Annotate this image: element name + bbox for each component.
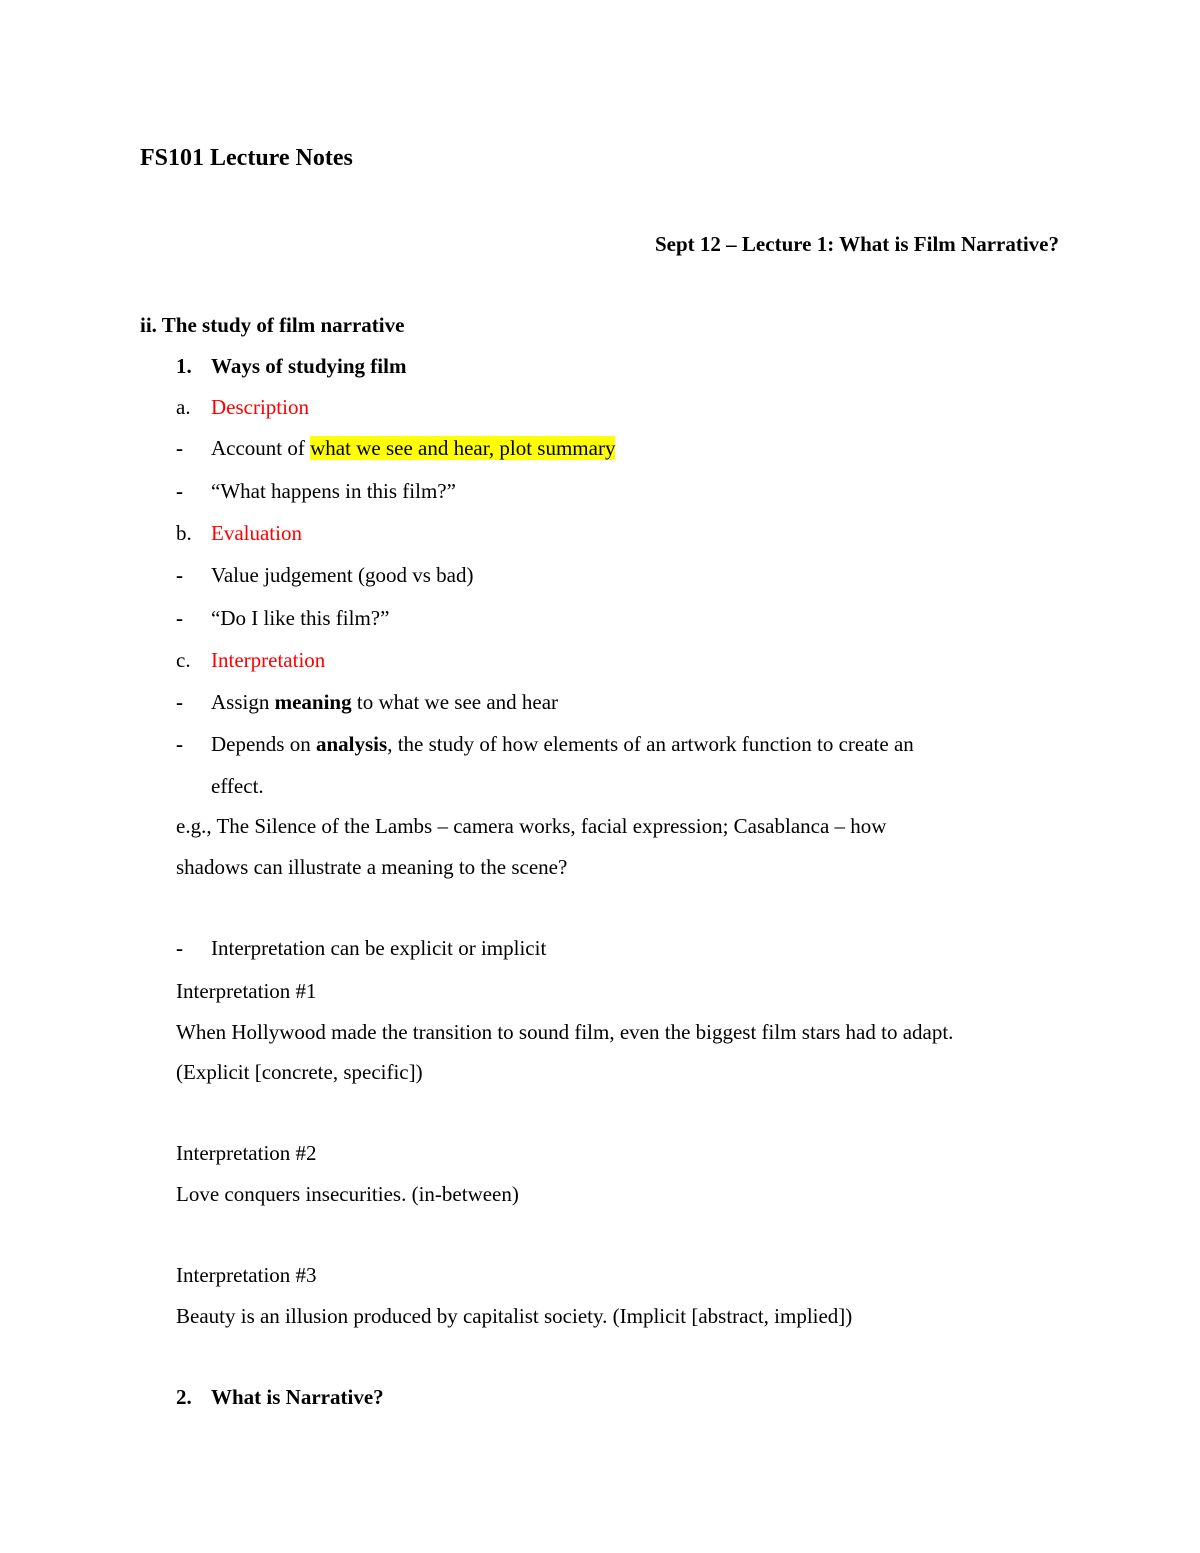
description-point-1-text: Account of (211, 436, 311, 460)
interpretation-1-label: Interpretation #1 (176, 979, 317, 1003)
interpretation-marker: c. (176, 648, 191, 672)
interpretation-1-line-2: (Explicit [concrete, specific]) (176, 1060, 423, 1084)
interpretation-point-2-before: Depends on (211, 732, 316, 756)
part1-number: 1. (176, 354, 192, 378)
evaluation-label: Evaluation (211, 521, 302, 545)
example-line-1: e.g., The Silence of the Lambs – camera works, facial expression; Casablanca – how (176, 814, 887, 838)
document-title: FS101 Lecture Notes (140, 145, 353, 171)
interpretation-point-2 (211, 731, 914, 757)
interpretation-2-label: Interpretation #2 (176, 1141, 317, 1165)
bullet-dash: - (176, 563, 183, 587)
interpretation-point-2-after: , the study of how elements of an artwork function to create an (387, 732, 914, 756)
highlighted-text: what we see and hear, plot summary (310, 436, 616, 460)
part2-number: 2. (176, 1385, 192, 1409)
section-heading: ii. The study of film narrative (140, 313, 405, 337)
evaluation-point-2: “Do I like this film?” (211, 606, 390, 630)
bullet-dash: - (176, 936, 183, 960)
explicit-implicit-point: Interpretation can be explicit or implicit (211, 936, 547, 960)
interpretation-3-label: Interpretation #3 (176, 1263, 317, 1287)
description-label: Description (211, 395, 309, 419)
interpretation-2-line-1: Love conquers insecurities. (in-between) (176, 1182, 519, 1206)
interpretation-point-1 (211, 689, 558, 715)
interpretation-3-line-1: Beauty is an illusion produced by capitalist society. (Implicit [abstract, implied]) (176, 1304, 853, 1328)
bullet-dash: - (176, 479, 183, 503)
bold-term-analysis: analysis (315, 732, 388, 756)
interpretation-1-line-1: When Hollywood made the transition to sound film, even the biggest film stars had to adapt. (176, 1020, 954, 1044)
interpretation-point-2-continuation: effect. (211, 774, 264, 798)
bullet-dash: - (176, 732, 183, 756)
part2-heading: What is Narrative? (211, 1385, 384, 1409)
bullet-dash: - (176, 436, 183, 460)
bullet-dash: - (176, 690, 183, 714)
description-marker: a. (176, 395, 191, 419)
evaluation-point-1: Value judgement (good vs bad) (211, 563, 474, 587)
part1-heading: Ways of studying film (211, 354, 407, 378)
interpretation-label: Interpretation (211, 648, 326, 672)
example-line-2: shadows can illustrate a meaning to the scene? (176, 855, 568, 879)
description-point-2: “What happens in this film?” (211, 479, 456, 503)
bold-term-meaning: meaning (274, 690, 352, 714)
lecture-heading: Sept 12 – Lecture 1: What is Film Narrative? (655, 232, 1059, 256)
bullet-dash: - (176, 606, 183, 630)
description-point-1 (211, 435, 615, 461)
interpretation-point-1-after: to what we see and hear (351, 690, 559, 714)
evaluation-marker: b. (176, 521, 192, 545)
interpretation-point-1-before: Assign (211, 690, 275, 714)
